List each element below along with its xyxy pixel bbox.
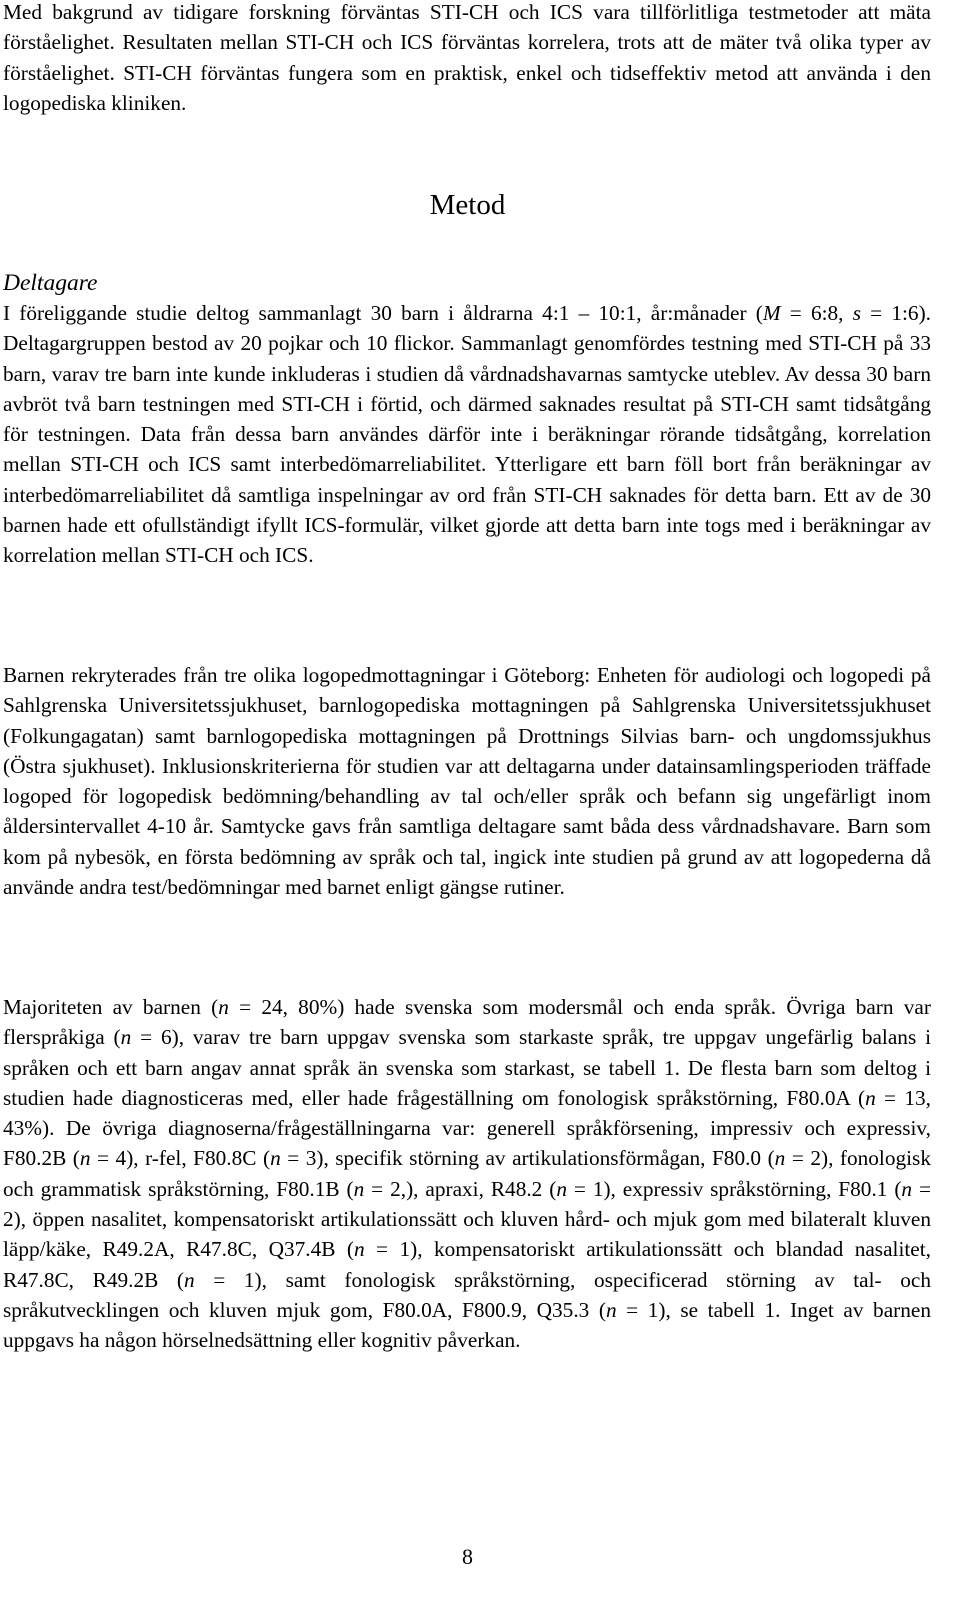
recruitment-paragraph: Barnen rekryterades från tre olika logopedmottagningar i Göteborg: Enheten för audiologi och logopedi på Sahlgrenska Universitetssjukhuset, barnlogopediska mottagningen på Sahlgrenska Universitetssjukhuset (Folkungagatan) samt barnlogopediska mottagningen på Drottnings Silvias barn- och ungdomssjukhus (Östra sjukhuset). Inklusionskriterierna för studien var att deltagarna under datainsamlingsperioden träffade logoped för logopedisk bedömning/behandling av tal och/eller språk och befann sig ungefärligt inom åldersintervallet 4-10 år. Samtycke gavs från samtliga deltagare samt båda dess vårdnadshavare. Barn som kom på nybesök, en första bedömning av språk och tal, ingick inte studien på grund av att logopederna då använde andra test/bedömningar med barnet enligt gängse rutiner.	[3, 663, 931, 900]
sd-symbol: s	[852, 301, 861, 325]
text-segment: = 6:8,	[780, 301, 853, 325]
intro-paragraph: Med bakgrund av tidigare forskning förväntas STI-CH och ICS vara tillförlitliga testmetoder att mäta förståelighet. Resultaten mellan STI-CH och ICS förväntas korrelera, trots att de mäter två olika typer av förståelighet. STI-CH förväntas fungera som en praktisk, enkel och tidseffektiv metod att använda i den logopediska kliniken.	[3, 0, 931, 115]
text-segment: = 2), fonologisk och grammatisk språkstörning, F80.1B (	[3, 1146, 931, 1201]
n-symbol: n	[353, 1176, 365, 1201]
n-symbol: n	[218, 995, 229, 1019]
text-segment: I föreliggande studie deltog sammanlagt 30 barn i åldrarna 4:1 – 10:1, år:månader (	[3, 301, 763, 325]
text-segment: Majoriteten av barnen (	[3, 995, 219, 1019]
mean-symbol: M	[762, 301, 781, 325]
n-symbol: n	[865, 1085, 876, 1110]
n-symbol: n	[353, 1237, 365, 1262]
section-heading: Metod	[429, 189, 506, 221]
text-segment: = 4), r-fel, F80.8C (	[90, 1146, 271, 1171]
text-segment: = 1:6). Deltagargruppen bestod av 20 pojkar och 10 flickor. Sammanlagt genomfördes testning med STI-CH på 33 barn, varav tre barn inte kunde inkluderas i studien då vårdnadshavarnas samtycke uteblev. Av dessa 30 barn avbröt två barn testningen med STI-CH i förtid, och därmed saknades resultat på STI-CH samt tidsåtgång för testningen. Data från dessa barn användes därför inte i beräkningar rörande tidsåtgång, korrelation mellan STI-CH och ICS samt interbedömarreliabilitet. Ytterligare ett barn föll bort från beräkningar av interbedömarreliabilitet då samtliga inspelningar av ord från STI-CH saknades för detta barn. Ett av de 30 barnen hade ett ofullständigt ifyllt ICS-formulär, vilket gjorde att detta barn inte togs med i beräkningar av korrelation mellan STI-CH och ICS.	[3, 301, 931, 568]
participants-paragraph	[3, 298, 931, 571]
n-symbol: n	[556, 1176, 567, 1201]
text-segment: = 3), specifik störning av artikulationsförmågan, F80.0 (	[280, 1146, 775, 1171]
text-segment: = 1), expressiv språkstörning, F80.1 (	[566, 1176, 902, 1201]
n-symbol: n	[774, 1146, 786, 1171]
text-segment: = 1), kompensatoriskt artikulationssätt och blandad nasalitet, R47.8C, R49.2B (	[3, 1237, 931, 1292]
text-segment: = 6), varav tre barn uppgav svenska som starkaste språk, tre uppgav ungefärlig balans i språken och ett barn angav annat språk än svenska som starkast, se tabell 1. De flesta barn som deltog i studien hade diagnosticeras med, eller hade frågeställning om fonologisk språkstörning, F80.0A (	[3, 1025, 931, 1110]
language-diagnosis-paragraph	[3, 992, 931, 1356]
n-symbol: n	[901, 1176, 913, 1201]
text-segment: = 13, 43%). De övriga diagnoserna/frågeställningarna var: generell språkförsening, impressiv och expressiv, F80.2B (	[3, 1085, 932, 1171]
text-segment: = 1), se tabell 1. Inget av barnen uppgavs ha någon hörselnedsättning eller kognitiv påverkan.	[3, 1297, 931, 1353]
text-segment: = 2,), apraxi, R48.2 (	[364, 1176, 557, 1201]
n-symbol: n	[184, 1267, 195, 1292]
text-segment: = 1), samt fonologisk språkstörning, ospecificerad störning av tal- och språkutvecklingen och kluven mjuk gom, F80.0A, F800.9, Q35.3 (	[3, 1267, 931, 1322]
n-symbol: n	[79, 1146, 91, 1171]
text-segment: = 2), öppen nasalitet, kompensatoriskt artikulationssätt och kluven hård- och mjuk gom med bilateralt kluven läpp/käke, R49.2A, R47.8C, Q37.4B (	[3, 1176, 931, 1262]
n-symbol: n	[120, 1025, 132, 1050]
page-number: 8	[462, 1544, 473, 1569]
subsection-heading: Deltagare	[3, 270, 98, 296]
text-segment: = 24, 80%) hade svenska som modersmål och enda språk. Övriga barn var flerspråkiga (	[3, 995, 931, 1050]
n-symbol: n	[605, 1297, 617, 1322]
n-symbol: n	[270, 1146, 281, 1171]
